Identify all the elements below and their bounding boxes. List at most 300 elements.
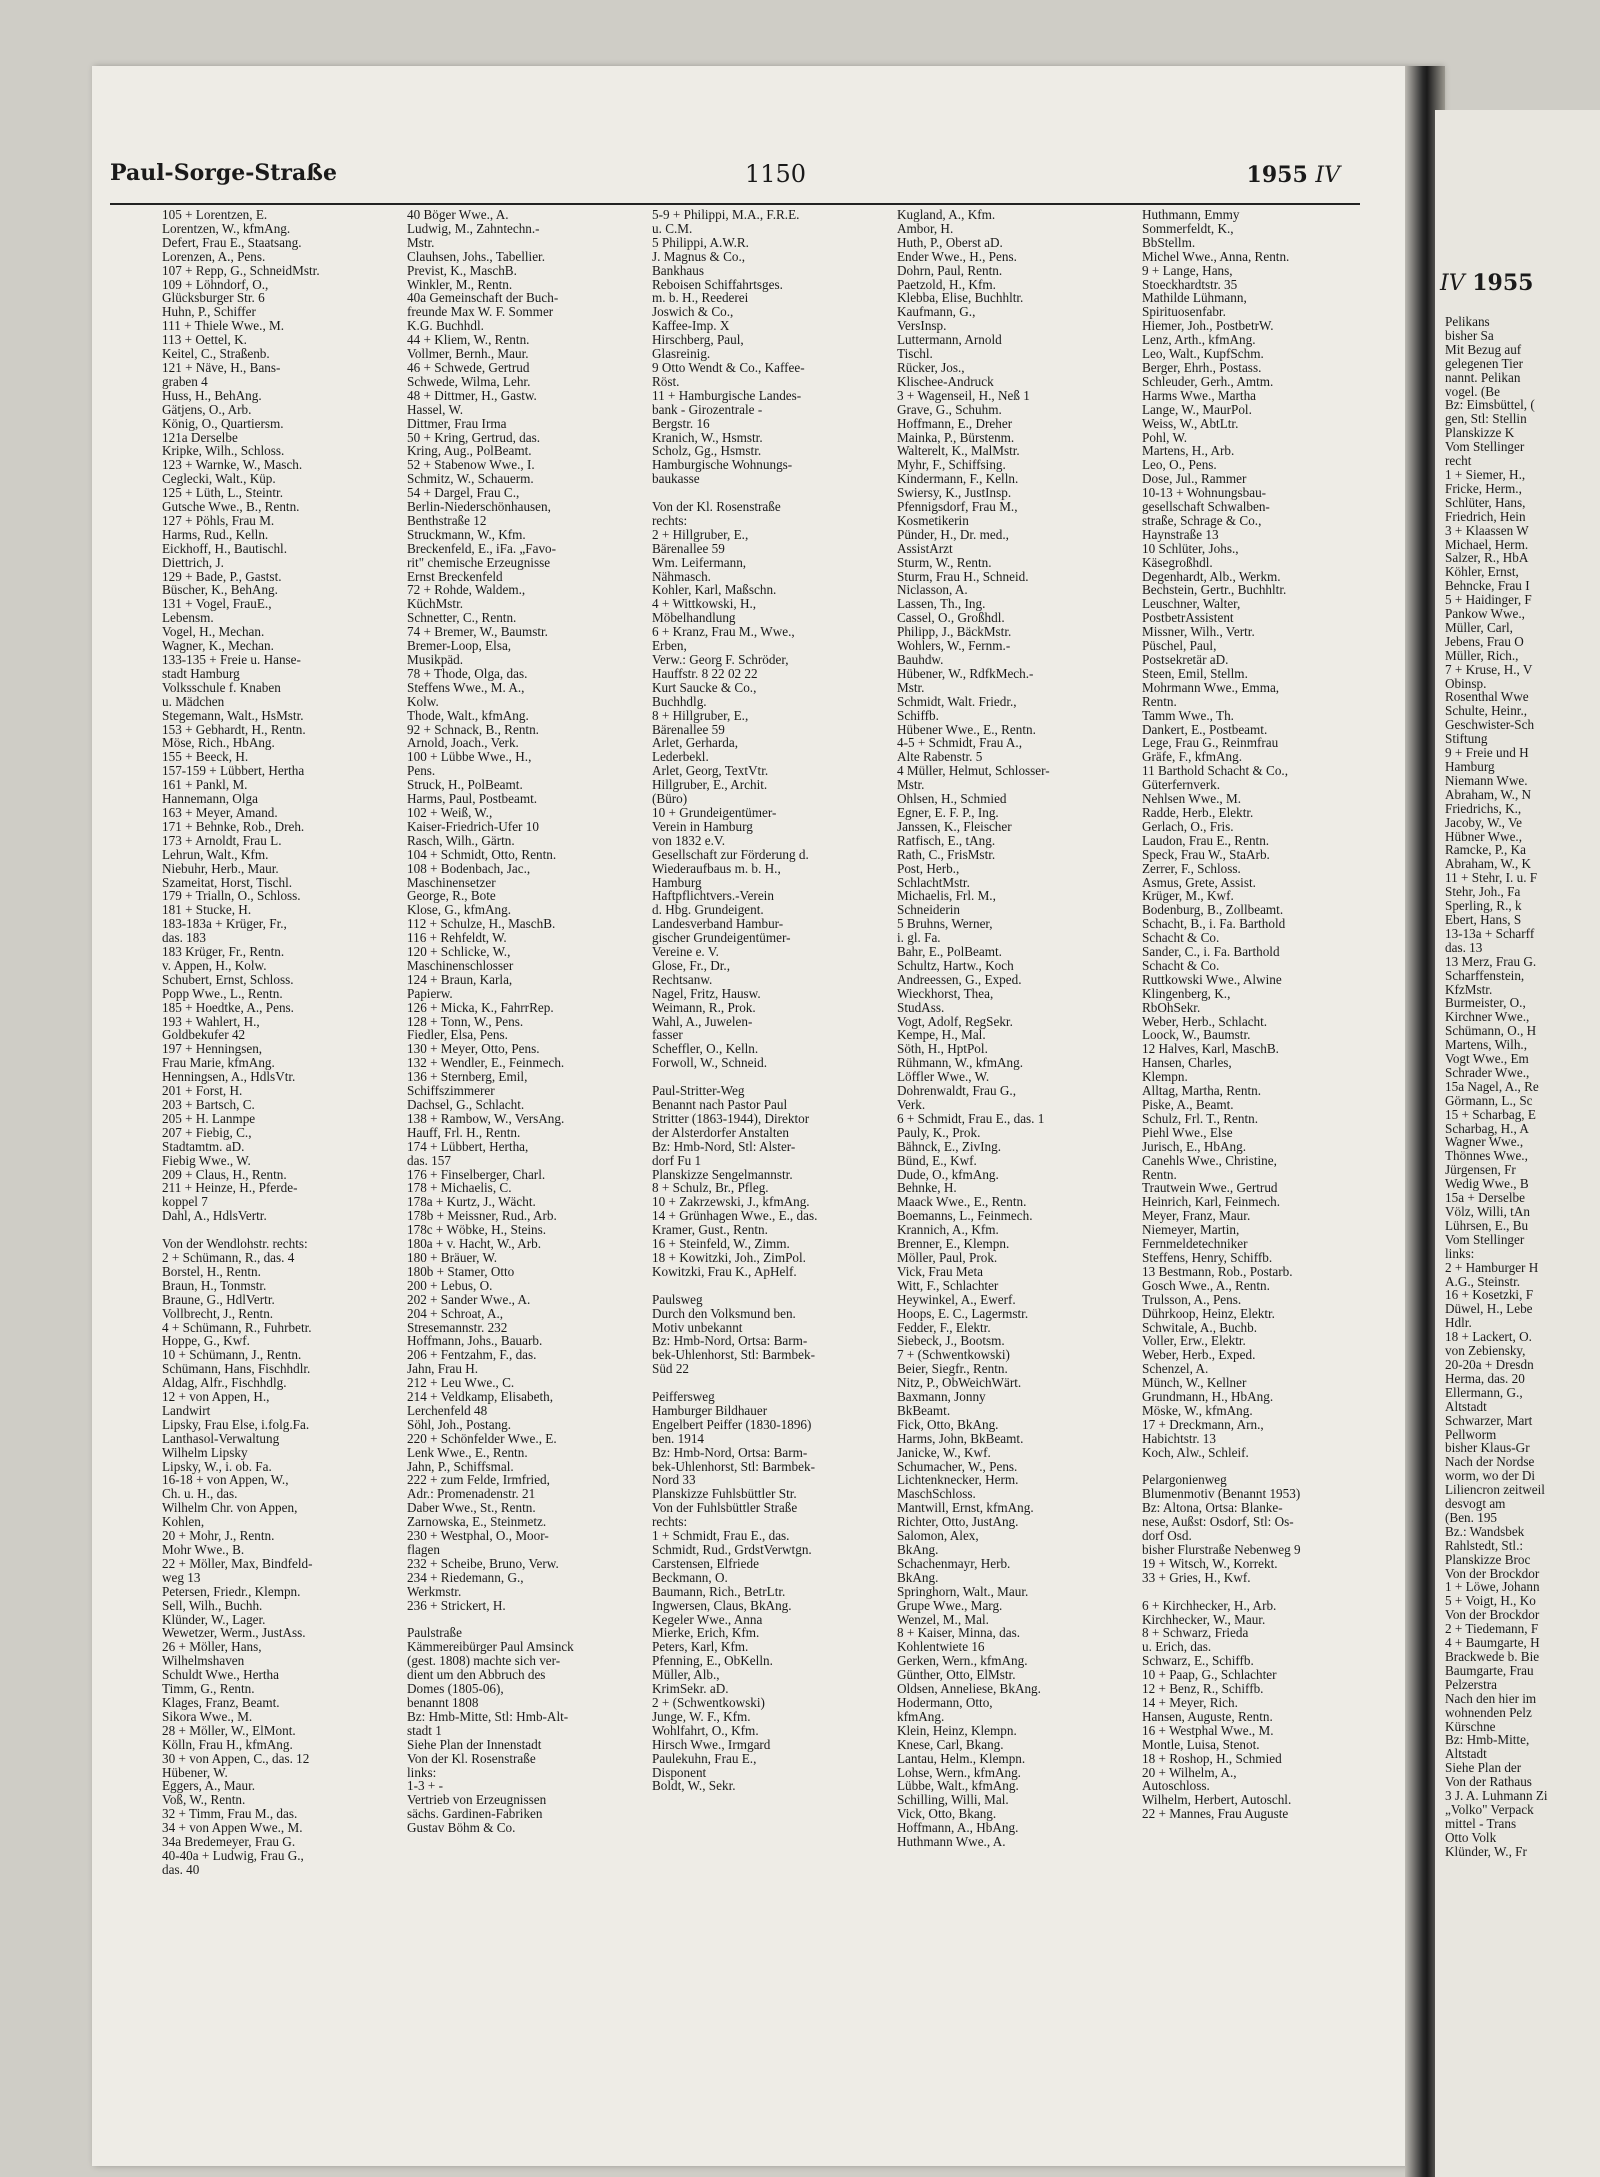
directory-entry-line: Bz: Hmb-Mitte, Stl: Hmb-Alt-: [407, 1708, 569, 1724]
directory-entry-line: Bauhdw.: [897, 652, 944, 667]
directory-entry-line: Dohrenwaldt, Frau G.,: [897, 1083, 1017, 1099]
directory-entry-line: Landesverband Hambur-: [652, 916, 784, 932]
right-page-line: bisher Klaus-Gr: [1445, 1440, 1530, 1456]
directory-entry-line: 2 + Schümann, R., das. 4: [162, 1249, 295, 1265]
right-page-line: Görmann, L., Sc: [1445, 1092, 1533, 1108]
directory-entry-line: Berger, Ehrh., Postass.: [1142, 359, 1262, 375]
directory-entry-line: 8 + Schwarz, Frieda: [1142, 1625, 1249, 1641]
directory-entry-line: Niemeyer, Martin,: [1142, 1222, 1240, 1238]
directory-entry-line: 20 + Mohr, J., Rentn.: [162, 1528, 275, 1544]
directory-entry-line: Püschel, Paul,: [1142, 638, 1217, 654]
directory-entry-line: Dohrn, Paul, Rentn.: [897, 262, 1003, 278]
directory-entry-line: Defert, Frau E., Staatsang.: [162, 234, 302, 250]
directory-entry-line: 173 + Arnoldt, Frau L.: [162, 832, 282, 848]
directory-entry-line: 17 + Dreckmann, Arn.,: [1142, 1416, 1264, 1432]
directory-entry-line: 125 + Lüth, L., Steintr.: [162, 485, 283, 501]
right-page-line: Altstadt: [1445, 1398, 1487, 1414]
directory-entry-line: u. C.M.: [652, 220, 693, 236]
directory-entry-line: [652, 1070, 877, 1084]
directory-entry-line: Kurt Saucke & Co.,: [652, 679, 757, 695]
directory-entry-line: 5 Philippi, A.W.R.: [652, 234, 749, 250]
right-page-line: 16 + Kosetzki, F: [1445, 1287, 1534, 1303]
directory-entry-line: 138 + Rambow, W., VersAng.: [407, 1110, 565, 1126]
right-page-line: Planskizze K: [1445, 425, 1515, 441]
directory-entry-line: Hamburger Bildhauer: [652, 1402, 768, 1418]
directory-entry-line: 209 + Claus, H., Rentn.: [162, 1166, 287, 1182]
directory-entry-line: Kripke, Wilh., Schloss.: [162, 443, 285, 459]
directory-entry-line: Alltag, Martha, Rentn.: [1142, 1083, 1262, 1099]
right-page-line: Jürgensen, Fr: [1445, 1162, 1516, 1178]
directory-entry-line: Erben,: [652, 638, 687, 654]
directory-entry-line: Schenzel, A.: [1142, 1361, 1209, 1377]
directory-entry-line: Trautwein Wwe., Gertrud: [1142, 1180, 1278, 1196]
right-page-line: Abraham, W., K: [1445, 856, 1532, 872]
directory-entry-line: Hodermann, Otto,: [897, 1694, 993, 1710]
directory-entry-line: Schwarz, E., Schiffb.: [1142, 1653, 1254, 1669]
directory-entry-line: 10 + Grundeigentümer-: [652, 804, 777, 820]
directory-entry-line: Mstr.: [407, 234, 435, 250]
directory-entry-line: Knese, Carl, Bkang.: [897, 1736, 1004, 1752]
directory-entry-line: Sommerfeldt, K.,: [1142, 220, 1234, 236]
directory-entry-line: 26 + Möller, Hans,: [162, 1639, 262, 1655]
right-page-line: Friedrichs, K.,: [1445, 800, 1522, 816]
column-4: [897, 208, 1122, 2158]
directory-entry-line: Bärenallee 59: [652, 540, 725, 556]
directory-entry-line: 204 + Schroat, A.,: [407, 1305, 504, 1321]
directory-entry-line: 193 + Wahlert, H.,: [162, 1013, 260, 1029]
directory-entry-line: Paulsweg: [652, 1291, 703, 1307]
directory-entry-line: 4 Müller, Helmut, Schlosser-: [897, 763, 1050, 779]
directory-entry-line: Walterelt, K., MalMstr.: [897, 443, 1020, 459]
right-page-line: Pelzerstra: [1445, 1676, 1497, 1692]
directory-entry-line: 126 + Micka, K., FahrrRep.: [407, 999, 554, 1015]
directory-entry-line: freunde Max W. F. Sommer: [407, 304, 554, 320]
directory-entry-line: Kirchhecker, W., Maur.: [1142, 1611, 1266, 1627]
page-header: [110, 160, 1360, 200]
directory-entry-line: Huthmann Wwe., A.: [897, 1834, 1006, 1850]
directory-entry-line: Wilhelmshaven: [162, 1653, 245, 1669]
directory-entry-line: Lantau, Helm., Klempn.: [897, 1750, 1026, 1766]
right-page-line: Rosenthal Wwe: [1445, 689, 1529, 705]
directory-entry-line: 2 + Hillgruber, E.,: [652, 526, 749, 542]
right-page-line: Wedig Wwe., B: [1445, 1176, 1529, 1192]
directory-entry-line: Junge, W. F., Kfm.: [652, 1708, 751, 1724]
directory-entry-line: Heywinkel, A., Ewerf.: [897, 1291, 1016, 1307]
column-5: [1142, 208, 1367, 2158]
directory-entry-line: 155 + Beeck, H.: [162, 749, 249, 765]
directory-entry-line: George, R., Bote: [407, 888, 496, 904]
directory-entry-line: Asmus, Grete, Assist.: [1142, 874, 1256, 890]
right-page-line: 3 J. A. Luhmann Zi: [1445, 1788, 1548, 1804]
right-page-line: Müller, Rich.,: [1445, 647, 1519, 663]
right-page-line: Michael, Herm.: [1445, 536, 1529, 552]
directory-entry-line: Glasreinig.: [652, 346, 711, 362]
directory-entry-line: [162, 1223, 387, 1237]
directory-entry-line: 200 + Lebus, O.: [407, 1277, 493, 1293]
directory-entry-line: Fick, Otto, BkAng.: [897, 1416, 999, 1432]
directory-entry-line: Struck, H., PolBeamt.: [407, 777, 523, 793]
directory-entry-line: Paulekuhn, Frau E.,: [652, 1750, 757, 1766]
directory-entry-line: Hoppe, G., Kwf.: [162, 1333, 250, 1349]
directory-entry-line: Hansen, Auguste, Rentn.: [1142, 1708, 1273, 1724]
directory-entry-line: Hamburgische Wohnungs-: [652, 457, 793, 473]
directory-entry-line: SchlachtMstr.: [897, 874, 970, 890]
directory-entry-line: 129 + Bade, P., Gastst.: [162, 568, 282, 584]
right-page-line: Liliencron zeitweil: [1445, 1482, 1545, 1498]
directory-entry-line: [407, 1613, 632, 1627]
directory-entry-line: Alte Rabenstr. 5: [897, 749, 983, 765]
directory-entry-line: Martens, H., Arb.: [1142, 443, 1235, 459]
directory-entry-line: Papierw.: [407, 985, 453, 1001]
directory-entry-line: 10-13 + Wohnungsbau-: [1142, 485, 1267, 501]
directory-entry-line: kfmAng.: [897, 1708, 945, 1724]
directory-entry-line: Gräfe, F., kfmAng.: [1142, 749, 1243, 765]
directory-entry-line: PostbetrAssistent: [1142, 610, 1234, 626]
directory-entry-line: Hiemer, Joh., PostbetrW.: [1142, 318, 1274, 334]
directory-entry-line: Breckenfeld, E., iFa. „Favo-: [407, 540, 557, 556]
directory-entry-line: Wiederaufbaus m. b. H.,: [652, 860, 781, 876]
directory-entry-line: Vogt, Adolf, RegSekr.: [897, 1013, 1013, 1029]
right-page-line: Stiftung: [1445, 731, 1488, 747]
directory-entry-line: 123 + Warnke, W., Masch.: [162, 457, 303, 473]
directory-entry-line: Schwede, Wilma, Lehr.: [407, 373, 531, 389]
directory-entry-line: Wilhelm, Herbert, Autoschl.: [1142, 1792, 1292, 1808]
directory-entry-line: Rath, C., FrisMstr.: [897, 846, 996, 862]
right-page-line: 4 + Baumgarte, H: [1445, 1635, 1540, 1651]
right-page-line: Niemann Wwe.: [1445, 772, 1528, 788]
right-page-line: Müller, Carl,: [1445, 619, 1513, 635]
right-page-line: Abraham, W., N: [1445, 786, 1532, 802]
directory-entry-line: 180 + Bräuer, W.: [407, 1249, 498, 1265]
directory-entry-line: Cassel, O., Großhdl.: [897, 610, 1005, 626]
directory-entry-line: Gerlach, O., Fris.: [1142, 818, 1234, 834]
directory-entry-line: Diettrich, J.: [162, 554, 224, 570]
directory-entry-line: Volksschule f. Knaben: [162, 679, 281, 695]
right-page-line: Scharffenstein,: [1445, 967, 1525, 983]
directory-entry-line: Klose, G., kfmAng.: [407, 902, 512, 918]
directory-entry-line: 120 + Schlicke, W.,: [407, 944, 511, 960]
directory-entry-line: 132 + Wendler, E., Feinmech.: [407, 1055, 565, 1071]
directory-entry-line: Salomon, Alex,: [897, 1528, 979, 1544]
directory-entry-line: Günther, Otto, ElMstr.: [897, 1667, 1016, 1683]
right-page-line: 18 + Lackert, O.: [1445, 1329, 1532, 1345]
directory-entry-line: stadt Hamburg: [162, 665, 240, 681]
directory-entry-line: 133-135 + Freie u. Hanse-: [162, 652, 301, 667]
right-page-line: Schrader Wwe.,: [1445, 1064, 1530, 1080]
directory-entry-line: Jahn, Frau H.: [407, 1361, 479, 1377]
directory-entry-line: 183-183a + Krüger, Fr.,: [162, 916, 287, 932]
directory-entry-line: 201 + Forst, H.: [162, 1083, 243, 1099]
directory-entry-line: Kohlentwiete 16: [897, 1639, 985, 1655]
directory-entry-line: Dachsel, G., Schlacht.: [407, 1097, 525, 1112]
header-rule: [110, 203, 1360, 205]
directory-entry-line: 6 + Kirchhecker, H., Arb.: [1142, 1597, 1277, 1613]
directory-entry-line: Laudon, Frau E., Rentn.: [1142, 832, 1270, 848]
right-page-line: 2 + Hamburger H: [1445, 1259, 1539, 1275]
directory-entry-line: Arlet, Gerharda,: [652, 735, 739, 751]
year: 1955: [1246, 162, 1308, 188]
directory-entry-line: 19 + Witsch, W., Korrekt.: [1142, 1555, 1278, 1571]
directory-entry-line: Pens.: [407, 763, 436, 779]
directory-entry-line: 44 + Kliem, W., Rentn.: [407, 332, 530, 348]
directory-entry-line: d. Hbg. Grundeigent.: [652, 902, 764, 918]
directory-entry-line: baukasse: [652, 471, 700, 487]
directory-entry-line: Dittmer, Frau Irma: [407, 415, 507, 431]
column-3: [652, 208, 877, 2158]
directory-entry-line: Clauhsen, Johs., Tabellier.: [407, 248, 546, 264]
directory-entry-line: Michel Wwe., Anna, Rentn.: [1142, 248, 1290, 264]
directory-entry-line: BkBeamt.: [897, 1402, 951, 1418]
directory-entry-line: Oldsen, Anneliese, BkAng.: [897, 1681, 1041, 1697]
directory-entry-line: Mohrmann Wwe., Emma,: [1142, 679, 1280, 695]
directory-entry-line: Maschinenschlosser: [407, 957, 514, 973]
directory-entry-line: Bz: Hmb-Nord, Stl: Alster-: [652, 1138, 796, 1154]
directory-entry-line: Kegeler Wwe., Anna: [652, 1611, 763, 1627]
directory-entry-line: Boemanns, L., Feinmech.: [897, 1208, 1033, 1224]
directory-entry-line: 28 + Möller, W., ElMont.: [162, 1722, 296, 1738]
right-page-line: Siehe Plan der: [1445, 1760, 1522, 1776]
directory-entry-line: Braune, G., HdlVertr.: [162, 1291, 275, 1307]
directory-entry-line: Lorenzen, A., Pens.: [162, 248, 266, 264]
directory-entry-line: Stadtamtm. aD.: [162, 1138, 245, 1154]
directory-entry-line: Kämmereibürger Paul Amsinck: [407, 1639, 574, 1655]
directory-entry-line: Kohlen,: [162, 1514, 205, 1530]
right-page-line: Vom Stellinger: [1445, 439, 1525, 455]
directory-entry-line: Beckmann, O.: [652, 1569, 728, 1585]
right-page-line: Otto Volk: [1445, 1829, 1497, 1845]
right-page-line: 2 + Tiedemann, F: [1445, 1621, 1539, 1637]
directory-entry-line: 32 + Timm, Frau M., das.: [162, 1806, 298, 1822]
directory-entry-line: Bodenburg, B., Zollbeamt.: [1142, 902, 1284, 918]
directory-entry-line: Hübener, W.: [162, 1764, 228, 1780]
directory-entry-line: Schacht, B., i. Fa. Barthold: [1142, 916, 1286, 932]
directory-entry-line: 2 + (Schwentkowski): [652, 1694, 765, 1710]
directory-entry-line: 153 + Gebhardt, H., Rentn.: [162, 721, 306, 737]
directory-entry-line: Kugland, A., Kfm.: [897, 208, 996, 222]
directory-entry-line: Söhl, Joh., Postang.: [407, 1416, 512, 1432]
directory-entry-line: Bz: Hmb-Nord, Ortsa: Barm-: [652, 1444, 808, 1460]
directory-entry-line: Stresemannstr. 232: [407, 1319, 508, 1335]
right-page-line: nannt. Pelikan: [1445, 369, 1521, 385]
right-page-line: Pelikans: [1445, 314, 1490, 329]
directory-entry-line: Stegemann, Walt., HsMstr.: [162, 707, 304, 723]
directory-entry-line: Paul-Stritter-Weg: [652, 1083, 745, 1099]
directory-entry-line: bank - Girozentrale -: [652, 401, 763, 417]
directory-entry-line: Hillgruber, E., Archit.: [652, 777, 768, 793]
right-page-line: Sperling, R., k: [1445, 898, 1522, 914]
directory-entry-line: Schneiderin: [897, 902, 960, 918]
right-page-line: Bz: Hmb-Mitte,: [1445, 1732, 1530, 1748]
directory-entry-line: 180a + v. Hacht, W., Arb.: [407, 1236, 542, 1252]
directory-entry-line: 13 Bestmann, Rob., Postarb.: [1142, 1263, 1293, 1279]
directory-entry-line: 40 Böger Wwe., A.: [407, 208, 509, 222]
directory-entry-line: [652, 1279, 877, 1293]
directory-entry-line: Bünd, E., Kwf.: [897, 1152, 977, 1168]
directory-entry-line: Von der Kl. Rosenstraße: [652, 499, 781, 515]
directory-entry-line: 203 + Bartsch, C.: [162, 1097, 255, 1112]
directory-entry-line: Struckmann, W., Kfm.: [407, 526, 526, 542]
directory-entry-line: 181 + Stucke, H.: [162, 902, 252, 918]
directory-entry-line: Rühmann, W., kfmAng.: [897, 1055, 1024, 1071]
right-page-line: Pankow Wwe.,: [1445, 606, 1525, 622]
directory-entry-line: bek-Uhlenhorst, Stl: Barmbek-: [652, 1458, 815, 1474]
directory-entry-line: 6 + Kranz, Frau M., Wwe.,: [652, 624, 795, 640]
right-page-line: Ramcke, P., Ka: [1445, 842, 1526, 858]
directory-entry-line: Mstr.: [897, 679, 925, 695]
directory-entry-line: Tischl.: [897, 346, 933, 362]
right-page-line: Vogt Wwe., Em: [1445, 1051, 1529, 1067]
directory-entry-line: Vick, Otto, Bkang.: [897, 1806, 997, 1822]
directory-entry-line: [652, 1376, 877, 1390]
directory-entry-line: 136 + Sternberg, Emil,: [407, 1069, 528, 1085]
directory-entry-line: Kaffee-Imp. X: [652, 318, 730, 334]
right-page-line: Mit Bezug auf: [1445, 341, 1522, 357]
directory-entry-line: Hauffstr. 8 22 02 22: [652, 665, 758, 681]
directory-entry-line: Grundmann, H., HbAng.: [1142, 1389, 1274, 1405]
directory-entry-line: Dahl, A., HdlsVertr.: [162, 1208, 267, 1224]
directory-entry-line: Rasch, Wilh., Gärtn.: [407, 832, 515, 848]
directory-entry-line: Speck, Frau W., StaArb.: [1142, 846, 1270, 862]
directory-entry-line: Joswich & Co.,: [652, 304, 734, 320]
directory-entry-line: Benannt nach Pastor Paul: [652, 1097, 788, 1112]
directory-entry-line: Bechstein, Gertr., Buchhltr.: [1142, 582, 1287, 598]
directory-entry-line: 34 + von Appen Wwe., M.: [162, 1820, 303, 1836]
directory-entry-line: Lebensm.: [162, 610, 214, 626]
directory-entry-line: 16-18 + von Appen, W.,: [162, 1472, 289, 1488]
directory-entry-line: Nord 33: [652, 1472, 696, 1488]
directory-entry-line: Schultz, Hartw., Koch: [897, 957, 1014, 973]
right-page-line: 1 + Löwe, Johann: [1445, 1579, 1540, 1595]
directory-entry-line: Popp Wwe., L., Rentn.: [162, 985, 283, 1001]
directory-entry-line: Möse, Rich., HbAng.: [162, 735, 275, 751]
directory-entry-line: Schiffszimmerer: [407, 1083, 495, 1099]
right-page-line: Bz.: Wandsbek: [1445, 1523, 1525, 1539]
directory-entry-line: 234 + Riedemann, G.,: [407, 1569, 524, 1585]
directory-entry-line: Lege, Frau G., Reinmfrau: [1142, 735, 1279, 751]
directory-entry-line: benannt 1808: [407, 1694, 479, 1710]
directory-entry-line: links:: [407, 1764, 437, 1780]
directory-entry-line: Klempn.: [1142, 1069, 1188, 1085]
right-page-line: Behncke, Frau I: [1445, 578, 1530, 594]
directory-entry-line: m. b. H., Reederei: [652, 290, 749, 306]
directory-entry-line: Canehls Wwe., Christine,: [1142, 1152, 1277, 1168]
directory-entry-line: Möbelhandlung: [652, 610, 736, 626]
right-page-line: Schulte, Heinr.,: [1445, 703, 1528, 719]
right-page-line: gen, Stl: Stellin: [1445, 411, 1527, 427]
directory-entry-line: 72 + Rohde, Waldem.,: [407, 582, 526, 598]
directory-entry-line: 174 + Lübbert, Hertha,: [407, 1138, 529, 1154]
directory-entry-line: 14 + Meyer, Rich.: [1142, 1694, 1238, 1710]
directory-entry-line: Schachenmayr, Herb.: [897, 1555, 1011, 1571]
street-title: Paul-Sorge-Straße: [110, 160, 337, 186]
directory-entry-line: 116 + Rehfeldt, W.: [407, 930, 507, 946]
right-page-line: A.G., Steinstr.: [1445, 1273, 1521, 1289]
directory-entry-line: graben 4: [162, 373, 208, 389]
directory-entry-line: Nehlsen Wwe., M.: [1142, 791, 1242, 807]
directory-entry-line: i. gl. Fa.: [897, 930, 941, 946]
directory-entry-line: Huss, H., BehAng.: [162, 387, 262, 403]
directory-entry-line: Leo, Walt., KupfSchm.: [1142, 346, 1264, 362]
directory-entry-line: Kaiser-Friedrich-Ufer 10: [407, 818, 539, 834]
directory-entry-line: 128 + Tonn, W., Pens.: [407, 1013, 524, 1029]
directory-entry-line: 50 + Kring, Gertrud, das.: [407, 429, 541, 445]
directory-entry-line: 178a + Kurtz, J., Wächt.: [407, 1194, 536, 1210]
directory-entry-line: Ch. u. H., das.: [162, 1486, 238, 1502]
directory-entry-line: Hoffmann, Johs., Bauarb.: [407, 1333, 543, 1349]
directory-entry-line: rechts:: [652, 512, 688, 528]
directory-entry-line: 10 + Paap, G., Schlachter: [1142, 1667, 1277, 1683]
directory-entry-line: Schilling, Willi, Mal.: [897, 1792, 1009, 1808]
directory-entry-line: Pohl, W.: [1142, 429, 1188, 445]
directory-entry-line: Fiebig Wwe., W.: [162, 1152, 251, 1168]
directory-entry-line: 12 + Benz, R., Schiffb.: [1142, 1681, 1264, 1697]
directory-entry-line: Hansen, Charles,: [1142, 1055, 1232, 1071]
directory-entry-line: das. 157: [407, 1152, 451, 1168]
directory-entry-line: Schulz, Frl. T., Rentn.: [1142, 1110, 1258, 1126]
right-page-line: 13-13a + Scharff: [1445, 925, 1535, 941]
directory-entry-line: Klages, Franz, Beamt.: [162, 1694, 280, 1710]
directory-entry-line: Nagel, Fritz, Hausw.: [652, 985, 761, 1001]
directory-entry-line: 4 + Schümann, R., Fuhrbetr.: [162, 1319, 312, 1335]
directory-entry-line: Weber, Herb., Schlacht.: [1142, 1013, 1268, 1029]
directory-entry-line: Klischee-Andruck: [897, 373, 994, 389]
directory-entry-line: Lipsky, W., i. ob. Fa.: [162, 1458, 272, 1474]
directory-entry-line: Lichtenknecker, Herm.: [897, 1472, 1019, 1488]
directory-entry-line: 10 + Zakrzewski, J., kfmAng.: [652, 1194, 810, 1210]
directory-entry-line: Klein, Heinz, Klempn.: [897, 1722, 1017, 1738]
directory-entry-line: 30 + von Appen, C., das. 12: [162, 1750, 310, 1766]
directory-entry-line: Landwirt: [162, 1402, 211, 1418]
right-page-line: bisher Sa: [1445, 327, 1494, 343]
directory-entry-line: Lassen, Th., Ing.: [897, 596, 986, 612]
directory-entry-line: AssistArzt: [897, 540, 953, 556]
right-page-line: Von der Brockdor: [1445, 1565, 1540, 1581]
directory-entry-line: 7 + (Schwentkowski): [897, 1347, 1010, 1363]
directory-entry-line: 18 + Kowitzki, Joh., ZimPol.: [652, 1249, 806, 1265]
directory-entry-line: Schiffb.: [897, 707, 939, 723]
directory-entry-line: rit" chemische Erzeugnisse: [407, 554, 551, 570]
column-2: [407, 208, 632, 2158]
directory-entry-line: [1142, 1460, 1367, 1474]
directory-entry-line: Büscher, K., BehAng.: [162, 582, 278, 598]
directory-entry-line: gesellschaft Schwalben-: [1142, 499, 1270, 515]
right-page-line: Kirchner Wwe.,: [1445, 1009, 1530, 1025]
directory-entry-line: Hauff, Frl. H., Rentn.: [407, 1124, 521, 1140]
directory-entry-line: Zerrer, F., Schloss.: [1142, 860, 1241, 876]
right-page-line: KfzMstr.: [1445, 981, 1493, 997]
directory-entry-line: Pfennigsdorf, Frau M.,: [897, 499, 1018, 515]
directory-entry-line: 8 + Kaiser, Minna, das.: [897, 1625, 1021, 1641]
directory-entry-line: Gätjens, O., Arb.: [162, 401, 252, 417]
directory-entry-line: Nitz, P., ObWeichWärt.: [897, 1375, 1022, 1391]
directory-entry-line: Bergstr. 16: [652, 415, 710, 431]
right-page-line: Hübner Wwe.,: [1445, 828, 1523, 844]
directory-entry-line: Haynstraße 13: [1142, 526, 1219, 542]
directory-entry-line: Bz: Altona, Ortsa: Blanke-: [1142, 1500, 1283, 1516]
directory-entry-line: Braun, H., Tonmstr.: [162, 1277, 267, 1293]
directory-entry-line: Arlet, Georg, TextVtr.: [652, 763, 769, 779]
directory-entry-line: Schümann, Hans, Fischhdlr.: [162, 1361, 311, 1377]
directory-entry-line: dorf Osd.: [1142, 1528, 1192, 1544]
directory-entry-line: Grupe Wwe., Marg.: [897, 1597, 1003, 1613]
directory-entry-line: KrimSekr. aD.: [652, 1681, 729, 1697]
directory-entry-line: Borstel, H., Rentn.: [162, 1263, 261, 1279]
right-page-header: [1440, 270, 1533, 296]
directory-entry-line: MaschSchloss.: [897, 1486, 976, 1502]
right-page-line: 20-20a + Dresdn: [1445, 1356, 1534, 1372]
directory-entry-line: gischer Grundeigentümer-: [652, 930, 791, 946]
directory-entry-line: 52 + Stabenow Wwe., I.: [407, 457, 535, 473]
